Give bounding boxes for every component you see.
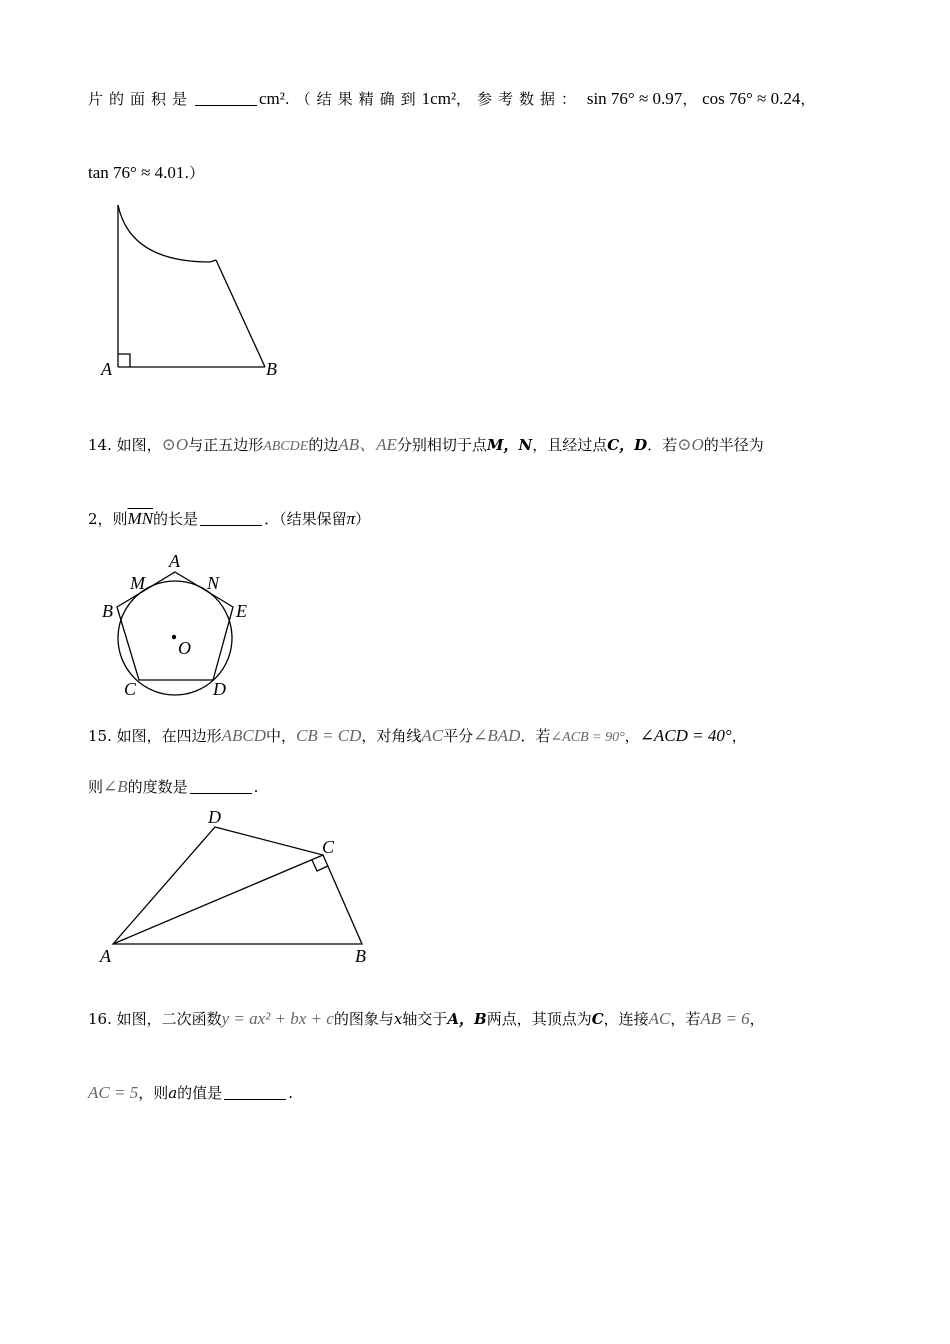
segment-ac: AC (648, 1009, 671, 1028)
circle-o: ⊙O (677, 435, 704, 454)
label-E: E (236, 601, 247, 621)
x-axis-var: x (393, 1010, 403, 1028)
q14-text: ．（结果保留 (264, 510, 347, 528)
diagonal-ac (113, 855, 323, 944)
angle-acb: ∠ACB = 90° (550, 730, 625, 745)
q14-text: ） (355, 510, 371, 528)
q16-text: 两点，其顶点为 (486, 1010, 592, 1028)
q16-text: 如图，二次函数 (116, 1010, 222, 1028)
label-A: A (169, 551, 180, 571)
q16-text: . (288, 1084, 293, 1102)
label-M: M (130, 573, 145, 593)
q14-text: 如图， (116, 436, 162, 454)
eq-cb-cd: CB = CD (296, 726, 362, 745)
label-C: C (124, 679, 137, 699)
q14-text: ，且经过点 (532, 436, 608, 454)
quadratic-function: y = ax² + bx + c (221, 1009, 334, 1028)
q16-text: 的值是 (177, 1084, 223, 1102)
angle-acd: ∠ACD = 40° (639, 726, 732, 745)
label-A: A (100, 946, 111, 966)
eq-ab: AB = 6 (700, 1009, 750, 1028)
label-D: D (213, 679, 226, 699)
points-ab: A，B (447, 1010, 487, 1028)
label-O: O (178, 638, 191, 658)
q14-text: 的半径为 (703, 436, 764, 454)
q15-text: ， (731, 727, 747, 745)
q14-text: ．若 (647, 436, 678, 454)
q14-text: 分别相切于点 (396, 436, 487, 454)
q14-text: 的长是 (153, 510, 199, 528)
question-number: 15. (88, 727, 112, 745)
pentagon-name: ABCDE (263, 439, 309, 454)
ref-cos: cos 76° ≈ 0.24 (702, 89, 801, 108)
label-C: C (322, 837, 335, 857)
ref-sin: sin 76° ≈ 0.97 (586, 89, 683, 108)
pi-symbol: π (346, 509, 356, 528)
label-A: A (101, 359, 112, 379)
q15-text: ，对角线 (361, 727, 422, 745)
q14-text: 2，则 (88, 510, 128, 528)
q16-text: ，若 (670, 1010, 701, 1028)
question-number: 14. (88, 436, 112, 454)
q16-line1 (88, 1008, 765, 1029)
q14-text: 的边 (308, 436, 339, 454)
angle-bad: ∠BAD (473, 726, 521, 745)
angle-b: ∠B (103, 777, 128, 796)
sides-ab-ae: AB、AE (338, 435, 397, 454)
diag-ac: AC (421, 726, 444, 745)
q13-text: 片的面积是 (88, 90, 194, 108)
answer-blank[interactable] (224, 1099, 286, 1100)
q16-line2 (88, 1082, 293, 1103)
q15-text: ， (624, 727, 640, 745)
q15-text: . (253, 778, 259, 796)
unit-cm2: cm² (259, 89, 285, 108)
q13-text: .） (184, 164, 205, 182)
label-B: B (355, 946, 366, 966)
label-N: N (207, 573, 220, 593)
arc-mn: $\overline{MN}$ (127, 509, 154, 528)
ref-tan: tan 76° ≈ 4.01 (88, 163, 185, 182)
points-mn: M，N (486, 436, 533, 454)
q16-text: ， (749, 1010, 765, 1028)
q13-text: ，参考数据： (456, 90, 583, 108)
q15-text: 的度数是 (127, 778, 188, 796)
q15-text: 平分 (443, 727, 474, 745)
point-c: C (591, 1010, 604, 1028)
q16-text: ，则 (138, 1084, 169, 1102)
q15-text: 则 (88, 778, 104, 796)
q15-text: 中， (266, 727, 297, 745)
circle-o: ⊙O (161, 435, 189, 454)
q16-text: 轴交于 (402, 1010, 448, 1028)
quad-name: ABCD (221, 726, 267, 745)
label-B: B (266, 359, 277, 379)
precision-unit: 1cm² (421, 89, 457, 108)
q16-text: ，连接 (603, 1010, 649, 1028)
q15-text: 如图，在四边形 (116, 727, 222, 745)
var-a: a (168, 1084, 178, 1102)
points-cd: C，D (607, 436, 648, 454)
q16-text: 的图象与 (333, 1010, 394, 1028)
q15-text: ．若 (520, 727, 551, 745)
label-D: D (208, 807, 221, 827)
question-number: 16. (88, 1010, 112, 1028)
q13-line1: 片的面积是 cm².（结果精确到1cm²，参考数据： sin 76° ≈ 0.97， cos 76° ≈ 0.24， (88, 89, 816, 108)
eq-ac: AC = 5 (88, 1083, 139, 1102)
label-B: B (102, 601, 113, 621)
q14-text: 与正五边形 (188, 436, 264, 454)
q13-text: .（结果精确到 (284, 90, 422, 108)
